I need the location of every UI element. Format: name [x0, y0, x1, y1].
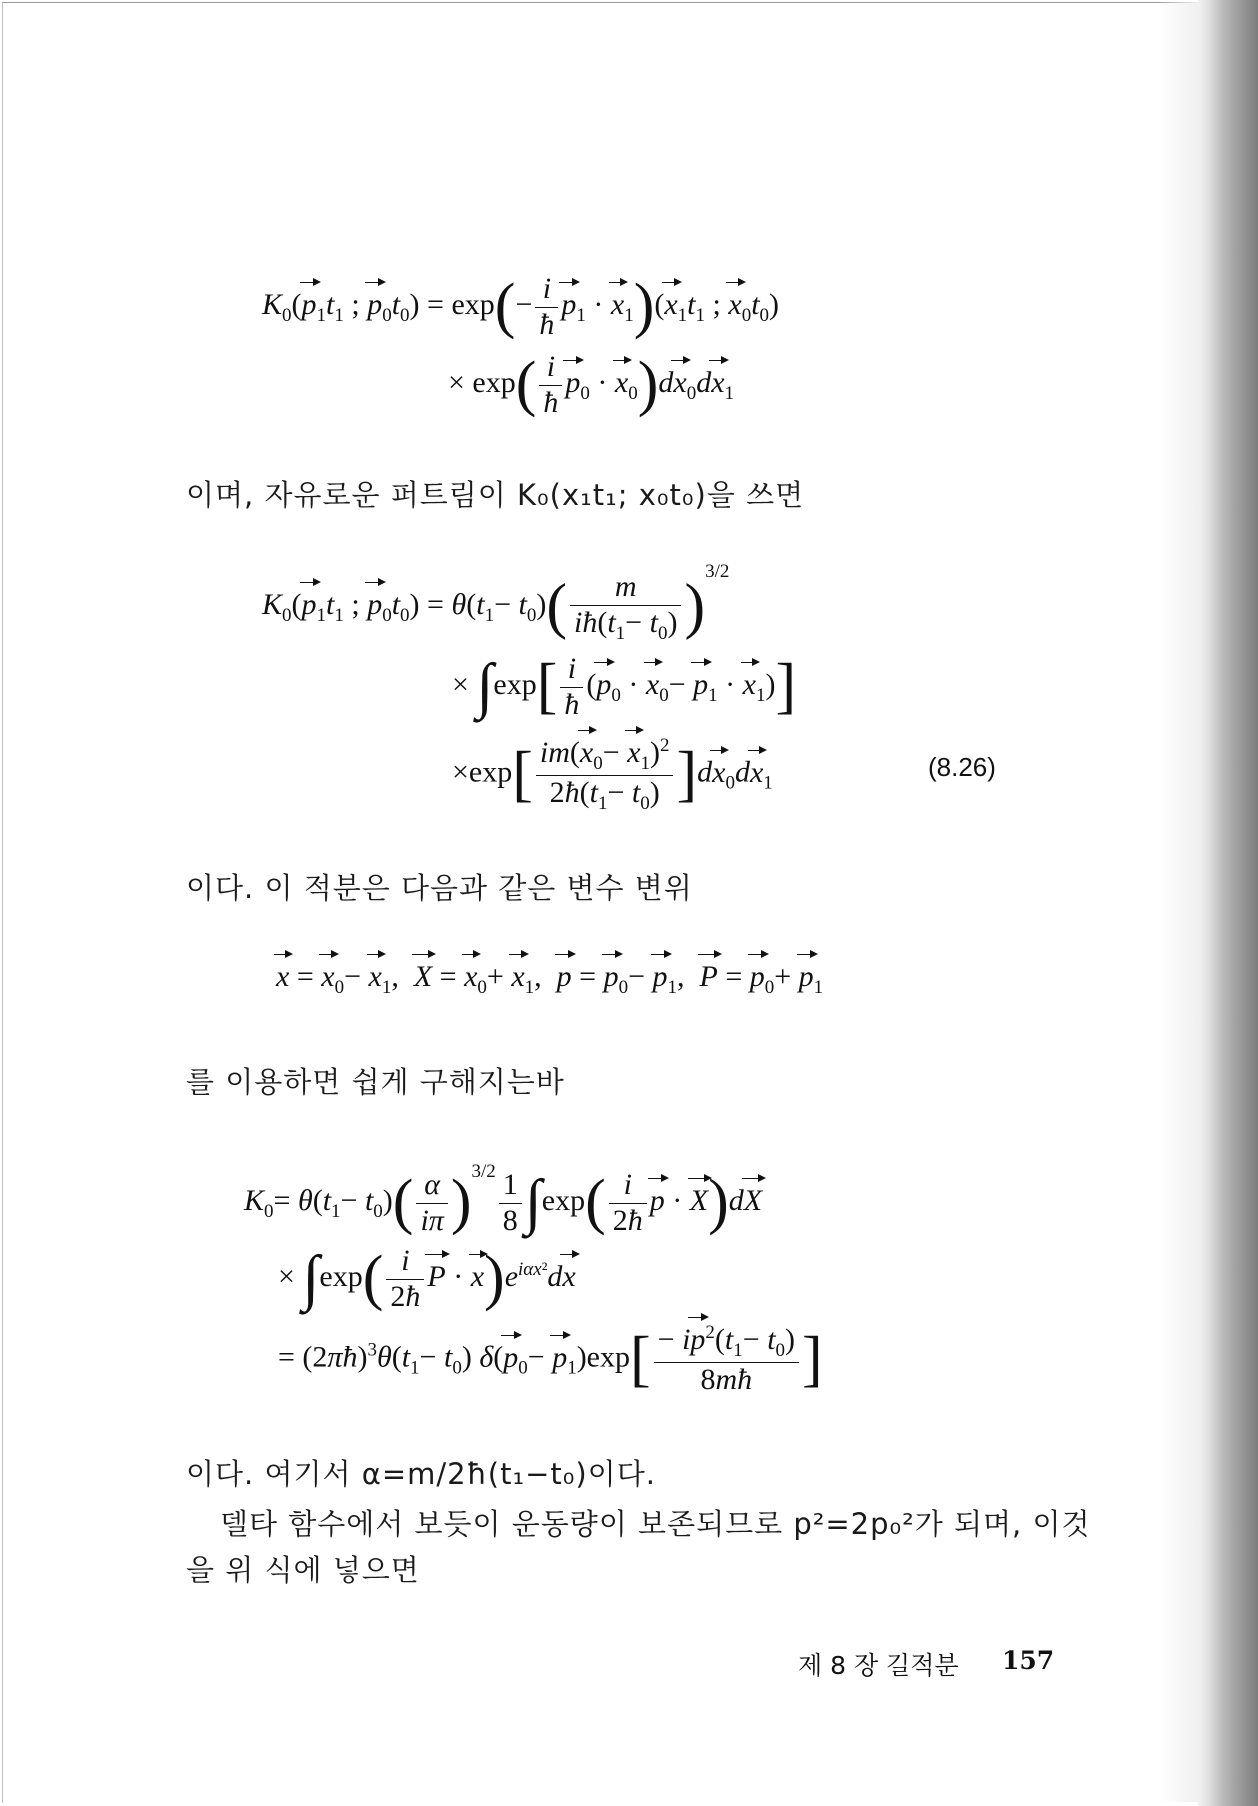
- chapter-title: 제 8 장 길적분: [798, 1651, 959, 1680]
- equation-k0-momentum-line2: × exp( $\frac{i}{ħ}$ $p_0 \cdot x_0)dx_0dx_1$: [448, 350, 735, 419]
- paragraph-6: 을 위 식에 넣으면: [186, 1553, 420, 1587]
- equation-8-26-line1: $K_0(p_1t_1$ ; $p_0t_0) = \theta(t_1- t_0)$( $\frac{m}{iħ(t_1- t_0)}$ )$^{3/2}$: [262, 561, 730, 644]
- equation-k0-result-line2: × ∫exp( $\frac{i}{2ħ}$ $P \cdot x)e^{i\alpha x^2}dx$: [278, 1244, 576, 1313]
- page-number: 157: [1002, 1646, 1055, 1675]
- equation-8-26-line2: × ∫exp[ $\frac{i}{ħ}$ $(p_0 \cdot x_0- p_1 \cdot x_1)$]: [452, 652, 797, 721]
- equation-k0-momentum-line1: $K_0(p_1t_1$ ; $p_0t_0) = \exp(-$ $\frac{i}{ħ}$ $p_1 \cdot x_1)(x_1t_1$ ; $x_0t_0$): [262, 272, 780, 341]
- equation-variable-change: $x = x_0- x_1$, $X = x_0+ x_1$, $p = p_0- p_1$, $P = p_0+ p_1$: [276, 960, 824, 998]
- paragraph-2: 이다. 이 적분은 다음과 같은 변수 변위: [186, 871, 693, 905]
- page-edge-shadow: [1158, 2, 1198, 1802]
- equation-k0-result-line3: = $(2\pi ħ)^3\theta(t_1- t_0)$ $\delta(p_0- p_1)\exp$[ $\frac{- ip^2(t_1- t_0)}{8mħ}$ ]: [278, 1322, 823, 1396]
- equation-k0-result-line1: $K_0= \theta(t_1- t_0)$( $\frac{\alpha}{i\pi}$ )$^{3/2}$ $\frac{1}{8}$ ∫exp( $\frac{i}{2ħ}$ p · X)dX: [244, 1160, 763, 1237]
- book-edge: [1198, 0, 1258, 1806]
- paragraph-1: 이며, 자유로운 퍼트림이 K₀(x₁t₁; x₀t₀)을 쓰면: [186, 478, 805, 512]
- paragraph-3: 를 이용하면 쉽게 구해지는바: [186, 1065, 565, 1099]
- paragraph-5: 델타 함수에서 보듯이 운동량이 보존되므로 p²=2p₀²가 되며, 이것: [220, 1507, 1091, 1541]
- equation-number: (8.26): [928, 752, 996, 782]
- equation-8-26-line3: ×exp[ $\frac{im(x_0- x_1)^2}{2ħ(t_1- t_0)}$ ]$dx_0dx_1$: [452, 735, 773, 814]
- paragraph-4: 이다. 여기서 α=m/2ħ(t₁−t₀)이다.: [186, 1457, 656, 1491]
